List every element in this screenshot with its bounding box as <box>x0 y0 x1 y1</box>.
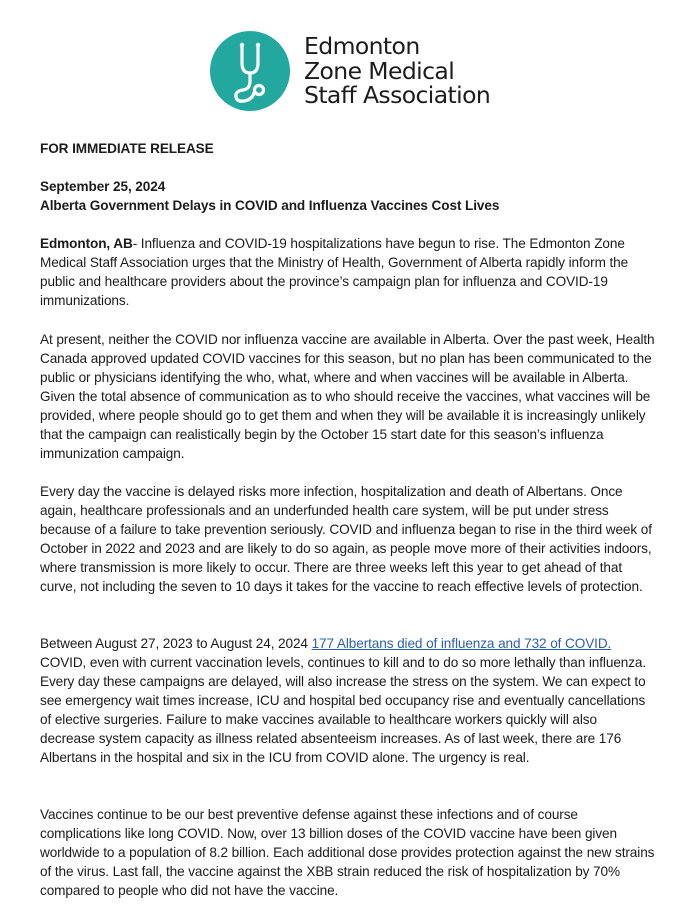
org-logo <box>210 31 290 111</box>
letterhead <box>210 16 490 126</box>
release-subject: Alberta Government Delays in COVID and Influenza Vaccines Cost Lives <box>40 198 500 213</box>
paragraph-1 <box>40 234 655 310</box>
org-name-line2: Zone Medical <box>304 56 455 85</box>
org-name-line1: Edmonton <box>304 32 420 61</box>
release-date: September 25, 2024 <box>40 179 166 194</box>
paragraph-3: Every day the vaccine is delayed risks more infection, hospitalization and death of Albertans. Once again, healthcare professionals and an underfunded health care system, will be put under stress because of a failure to take prevention seriously. COVID and influenza began to rise in the third week of October in 2022 and 2023 and are likely to do so again, as people move more of their activities indoors, where transmission is more likely to occur. There are three weeks left this year to get ahead of that curve, not including the seven to 10 days it takes for the vaccine to reach effective levels of protection. <box>40 484 652 594</box>
paragraph-1-text: - Influenza and COVID-19 hospitalizations have begun to rise. The Edmonton Zone Medical Staff Association urges that the Ministry of Health, Government of Alberta rapidly inform the public and healthcare providers about the province’s campaign plan for influenza and COVID-19 immunizations. <box>40 236 629 308</box>
paragraph-5: Vaccines continue to be our best preventive defense against these infections and of course complications like long COVID. Now, over 13 billion doses of the COVID vaccine have been given worldwide to a population of 8.2 billion. Each additional dose provides protection against the new strains of the virus. Last fall, the vaccine against the XBB strain reduced the risk of hospitalization by 70% compared to people who did not have the vaccine. <box>40 807 655 898</box>
dateline: Edmonton, AB <box>40 236 133 251</box>
paragraph-4-text: COVID, even with current vaccination levels, continues to kill and to do so more lethally than influenza. Every day these campaigns are delayed, will also increase the stress on the system. We can expect to see emergency wait times increase, ICU and hospital bed occupancy rise and eventually cancellations of elective surgeries. Failure to make vaccines available to healthcare workers quickly will also decrease system capacity as illness related absenteeism increases. As of last week, there are 176 Albertans in the hospital and six in the ICU from COVID alone. The urgency is real. <box>40 655 647 765</box>
statistics-link[interactable]: 177 Albertans died of influenza and 732 of COVID. <box>311 636 612 651</box>
org-name <box>304 34 490 108</box>
paragraph-2: At present, neither the COVID nor influenza vaccine are available in Alberta. Over the past week, Health Canada approved updated COVID vaccines for this season, but no plan has been communicated to the public or physicians identifying the who, what, where and when vaccines will be available in Alberta. Given the total absence of communication as to who should receive the vaccines, what vaccines will be provided, where people should go to get them and when they will be available it is increasingly unlikely that the campaign can realistically begin by the October 15 start date for this season’s influenza immunization campaign. <box>40 332 655 461</box>
release-label: FOR IMMEDIATE RELEASE <box>40 141 214 156</box>
org-name-line3: Staff Association <box>304 81 491 110</box>
paragraph-4-intro: Between August 27, 2023 to August 24, 2024 <box>40 636 312 651</box>
stethoscope-icon <box>210 31 290 111</box>
paragraph-4 <box>40 634 655 767</box>
